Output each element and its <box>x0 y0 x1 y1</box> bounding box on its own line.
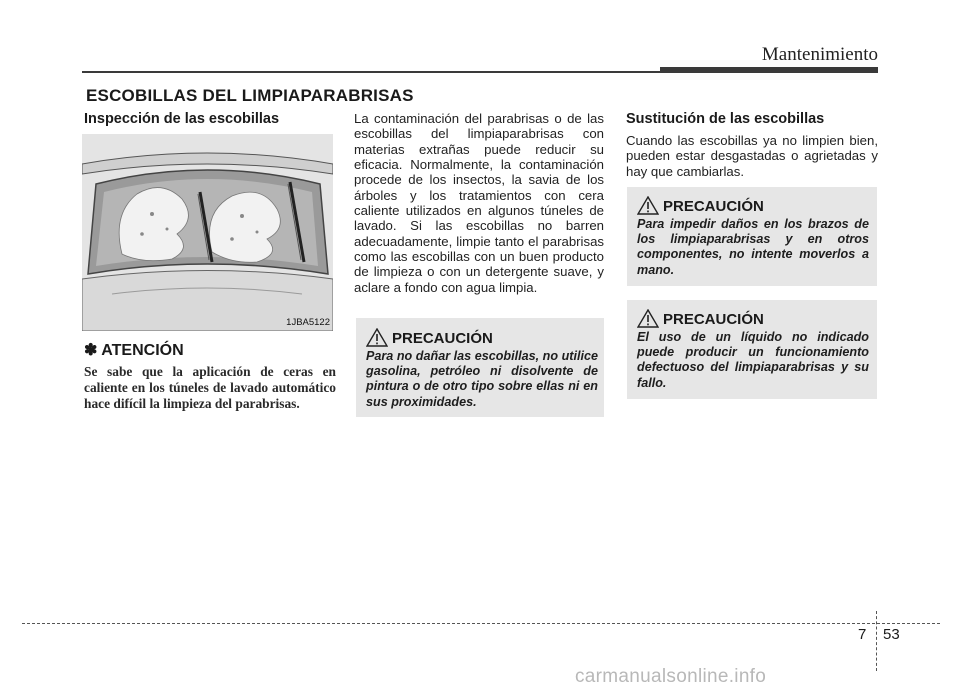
figure-code: 1JBA5122 <box>286 317 330 328</box>
replacement-paragraph: Cuando las escobillas ya no limpien bien, pueden estar desgastadas o agrietadas y hay que cambiarlas. <box>626 133 878 179</box>
caution-box-2 <box>627 187 877 286</box>
asterisk-icon: ✽ <box>84 342 98 359</box>
caution-box-1 <box>356 318 604 417</box>
header-rule-thin <box>82 71 662 73</box>
attention-heading: ATENCIÓN <box>101 342 184 359</box>
inspection-paragraph: La contaminación del parabrisas o de las escobillas del limpiaparabrisas con materias extrañas puede reducir su eficacia. Normalmente, la contaminación procede de los insectos, la savia de los árboles y los tratamientos con cera caliente utilizados en algunos túneles de lavado. Si las escobillas no barren adecuadamente, limpie tanto el parabrisas como las escobillas con un buen producto de limpieza o con un detergente suave, y aclare a fondo con agua limpia. <box>354 111 604 295</box>
attention-body: Se sabe que la aplicación de ceras en caliente en los túneles de lavado automático hace difícil la limpieza del parabrisas. <box>84 364 336 411</box>
chapter-title: Mantenimiento <box>761 44 878 65</box>
replacement-heading: Sustitución de las escobillas <box>626 111 825 127</box>
windshield-illustration <box>82 134 333 331</box>
caution-body-1: Para no dañar las escobillas, no utilice gasolina, petróleo ni disolvente de pintura o de otro tipo sobre ellas ni en sus proximidades. <box>366 349 598 409</box>
watermark: carmanualsonline.info <box>575 666 767 687</box>
section-title: ESCOBILLAS DEL LIMPIAPARABRISAS <box>86 86 414 105</box>
warning-triangle-icon <box>366 328 388 347</box>
caution-body-3: El uso de un líquido no indicado puede producir un funcionamiento defectuoso del limpiaparabrisas y su fallo. <box>637 330 869 390</box>
footer-dashed-rule <box>22 623 940 624</box>
caution-heading-1: PRECAUCIÓN <box>392 330 493 347</box>
caution-body-2: Para impedir daños en los brazos de los limpiaparabrisas y en otros componentes, no intente moverlos a mano. <box>637 217 869 277</box>
caution-heading-2: PRECAUCIÓN <box>663 198 764 215</box>
page-number: 53 <box>883 626 900 643</box>
caution-heading-3: PRECAUCIÓN <box>663 311 764 328</box>
caution-box-3 <box>627 300 877 399</box>
attention-note <box>84 340 336 412</box>
footer-vertical-dash <box>876 611 877 671</box>
warning-triangle-icon <box>637 196 659 215</box>
inspection-heading: Inspección de las escobillas <box>84 111 280 127</box>
warning-triangle-icon <box>637 309 659 328</box>
header-rule-thick <box>660 67 878 73</box>
windshield-wiper-drawing <box>82 134 333 331</box>
chapter-number: 7 <box>858 626 867 643</box>
